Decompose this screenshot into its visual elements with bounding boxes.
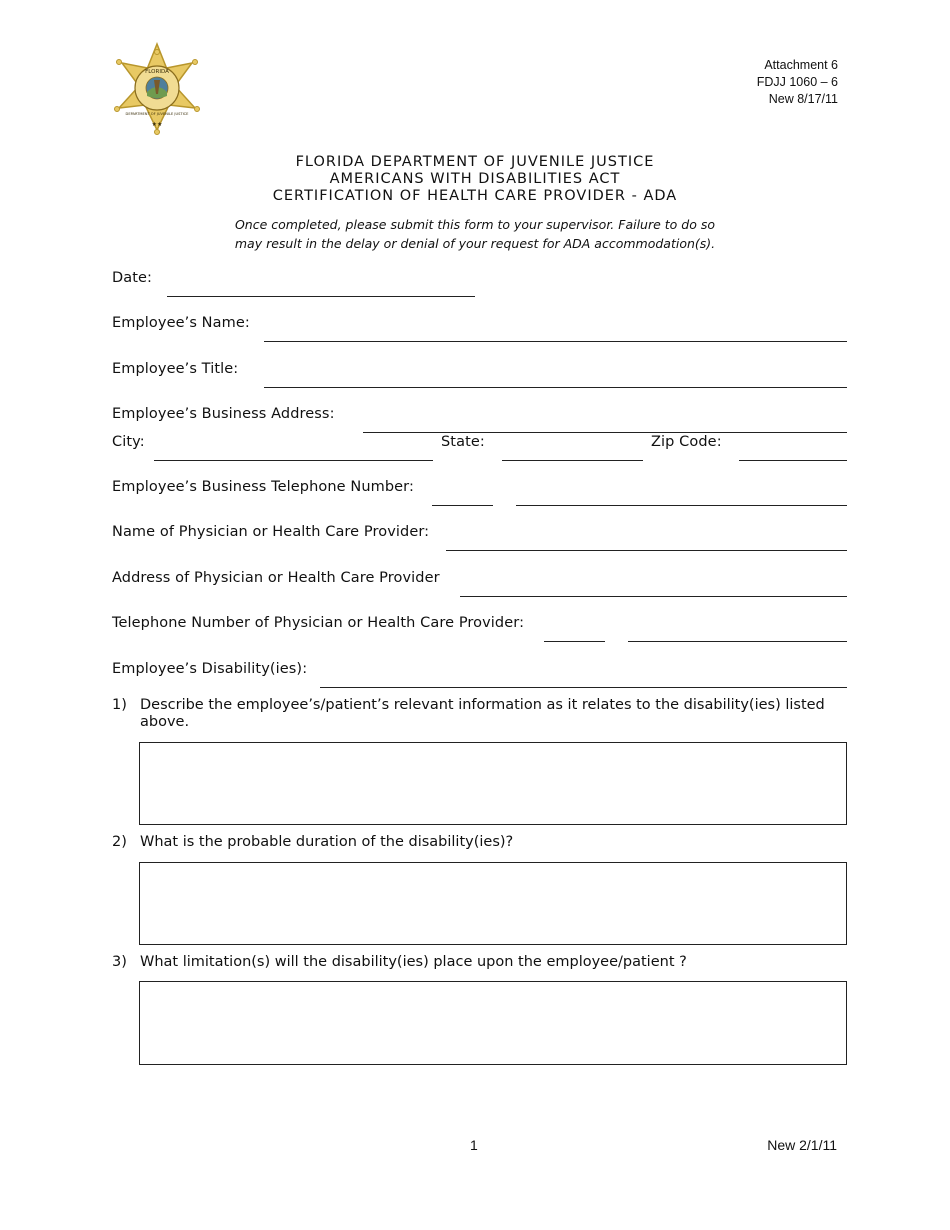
seal-top-text: FLORIDA	[145, 69, 169, 75]
question-1-number: 1)	[112, 697, 127, 713]
question-3-number: 3)	[112, 954, 127, 970]
date-field[interactable]	[167, 296, 475, 297]
department-badge-icon	[109, 42, 205, 136]
city-field[interactable]	[154, 460, 433, 461]
disabilities-label: Employee’s Disability(ies):	[112, 661, 308, 677]
zip-code-field[interactable]	[739, 460, 847, 461]
business-phone-label: Employee’s Business Telephone Number:	[112, 479, 414, 495]
footer-revision: New 2/1/11	[767, 1137, 837, 1153]
physician-phone-number-field[interactable]	[628, 641, 847, 642]
employee-name-label: Employee’s Name:	[112, 315, 250, 331]
city-label: City:	[112, 434, 145, 450]
question-2-text: What is the probable duration of the disability(ies)?	[140, 834, 514, 850]
attachment-number: Attachment 6	[764, 58, 838, 72]
seal-ring-text: DEPARTMENT OF JUVENILE JUSTICE	[125, 112, 189, 116]
business-address-label: Employee’s Business Address:	[112, 406, 335, 422]
question-1-answer-box[interactable]	[139, 742, 847, 825]
employee-name-field[interactable]	[264, 341, 847, 342]
question-2-answer-box[interactable]	[139, 862, 847, 945]
state-field[interactable]	[502, 460, 643, 461]
title-certification: CERTIFICATION OF HEALTH CARE PROVIDER - ADA	[272, 188, 678, 204]
form-number: FDJJ 1060 – 6	[756, 75, 838, 89]
employee-title-field[interactable]	[264, 387, 847, 388]
instructions-line-2: may result in the delay or denial of your request for ADA accommodation(s).	[234, 236, 716, 251]
physician-phone-label: Telephone Number of Physician or Health Care Provider:	[112, 615, 525, 631]
state-label: State:	[441, 434, 485, 450]
business-phone-number-field[interactable]	[516, 505, 847, 506]
physician-name-label: Name of Physician or Health Care Provider:	[112, 524, 430, 540]
date-label: Date:	[112, 270, 153, 286]
physician-name-field[interactable]	[446, 550, 847, 551]
question-3-text: What limitation(s) will the disability(ies) place upon the employee/patient ?	[140, 954, 687, 970]
physician-address-field[interactable]	[460, 596, 847, 597]
instructions-line-1: Once completed, please submit this form to your supervisor. Failure to do so	[234, 217, 716, 232]
question-1-text: Describe the employee’s/patient’s relevant information as it relates to the disability(ies) listed above.	[140, 697, 825, 730]
physician-address-label: Address of Physician or Health Care Provider	[112, 570, 440, 586]
title-agency: FLORIDA DEPARTMENT OF JUVENILE JUSTICE	[295, 154, 655, 170]
question-3-answer-box[interactable]	[139, 981, 847, 1065]
revision-date: New 8/17/11	[768, 92, 838, 106]
page-number: 1	[470, 1137, 478, 1153]
employee-title-label: Employee’s Title:	[112, 361, 239, 377]
disabilities-field[interactable]	[320, 687, 847, 688]
title-act: AMERICANS WITH DISABILITIES ACT	[329, 171, 621, 187]
zip-code-label: Zip Code:	[651, 434, 722, 450]
svg-text:★★: ★★	[151, 121, 163, 128]
business-address-field[interactable]	[363, 432, 847, 433]
physician-phone-area-code-field[interactable]	[544, 641, 605, 642]
business-phone-area-code-field[interactable]	[432, 505, 493, 506]
question-2-number: 2)	[112, 834, 127, 850]
